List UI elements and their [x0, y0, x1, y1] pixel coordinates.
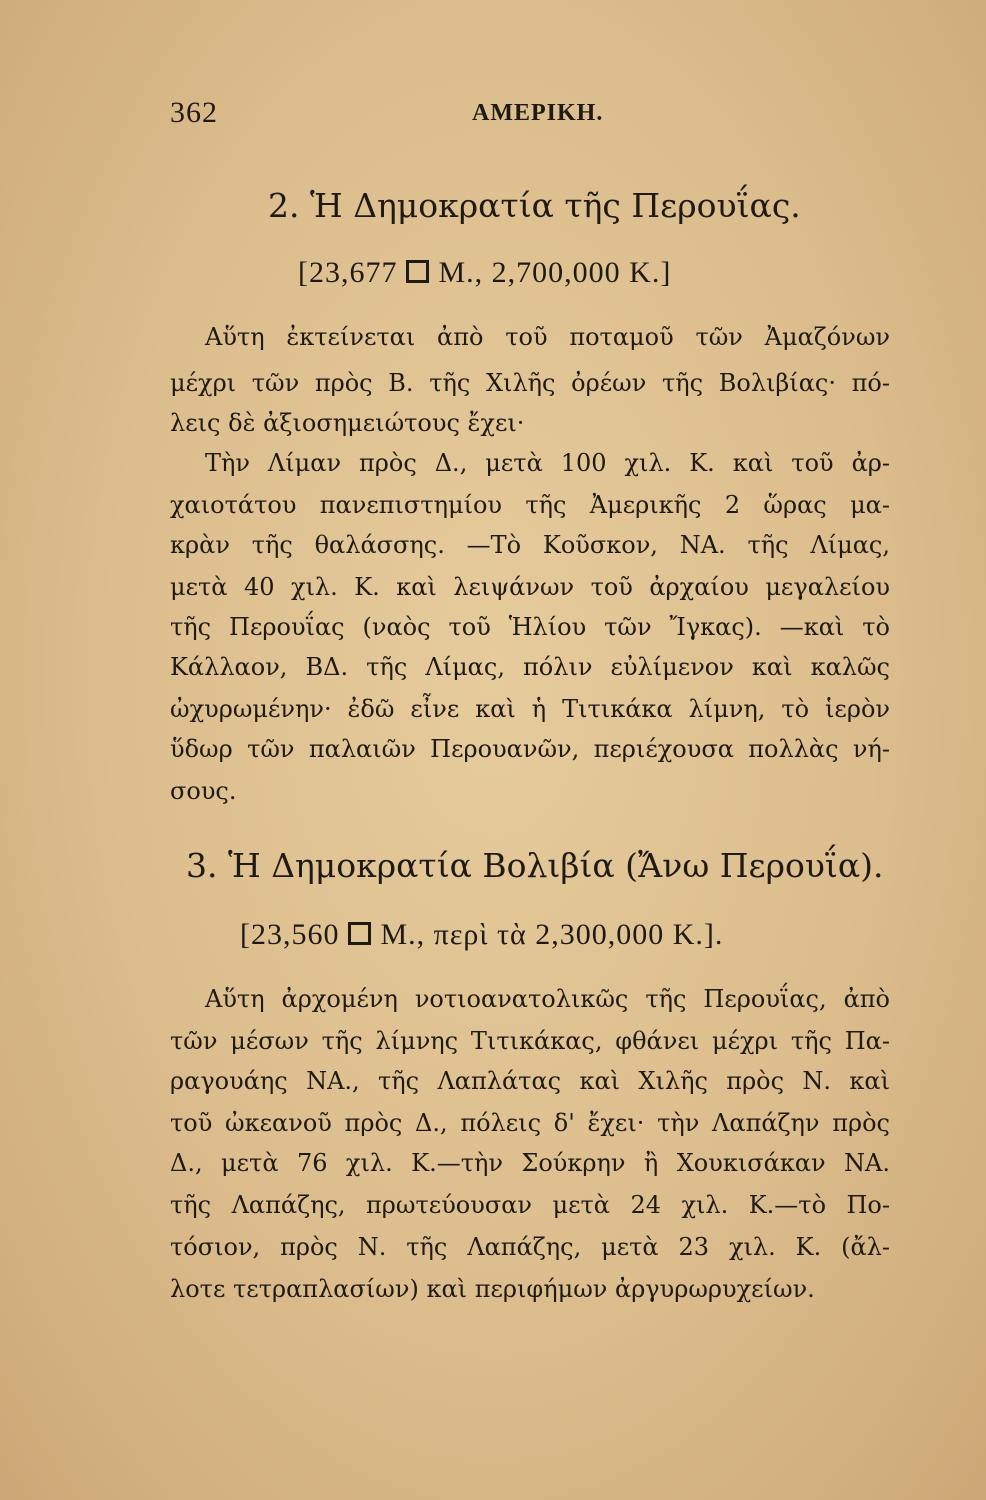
- paragraph-line: Δ., μετὰ 76 χιλ. Κ.—τὴν Σούκρην ἢ Χουκισάκαν ΝΑ.: [170, 1149, 890, 1177]
- paragraph-line: μετὰ 40 χιλ. Κ. καὶ λειψάνων τοῦ ἀρχαίου μεγαλείου: [170, 573, 890, 601]
- paragraph-line: Αὕτη ἀρχομένη νοτιοανατολικῶς τῆς Περουΐας, ἀπὸ: [205, 985, 890, 1013]
- paragraph-line: τῆς Λαπάζης, πρωτεύουσαν μετὰ 24 χιλ. Κ.—τὸ Πο-: [170, 1191, 890, 1219]
- paragraph-line: ραγουάης ΝΑ., τῆς Λαπλάτας καὶ Χιλῆς πρὸς Ν. καὶ: [170, 1067, 890, 1095]
- paragraph-line: χαιοτάτου πανεπιστημίου τῆς Ἀμερικῆς 2 ὥρας μα-: [170, 491, 890, 519]
- page-number: 362: [170, 96, 218, 129]
- paragraph-line: Τὴν Λίμαν πρὸς Δ., μετὰ 100 χιλ. Κ. καὶ τοῦ ἀρ-: [205, 449, 890, 477]
- stats-area: [23,677: [298, 256, 398, 289]
- paragraph-line: ὠχυρωμένην· ἐδῶ εἶνε καὶ ἡ Τιτικάκα λίμνη, τὸ ἱερὸν: [170, 695, 890, 723]
- paragraph-line: λεις δὲ ἀξιοσημειώτους ἔχει·: [170, 409, 525, 437]
- paragraph-line: μέχρι τῶν πρὸς Β. τῆς Χιλῆς ὀρέων τῆς Βολιβίας· πό-: [170, 369, 890, 397]
- paragraph-line: σους.: [170, 777, 237, 805]
- square-miles-icon: [348, 922, 371, 945]
- paragraph-line: τῆς Περουΐας (ναὸς τοῦ Ἡλίου τῶν Ἴγκας). —καὶ τὸ: [170, 613, 890, 641]
- stats-population: Μ., 2,700,000 Κ.]: [438, 256, 672, 289]
- running-title: ΑΜΕΡΙΚΗ.: [472, 100, 604, 126]
- page-header: [170, 96, 890, 136]
- paragraph-line: ὕδωρ τῶν παλαιῶν Περουανῶν, περιέχουσα πολλὰς νή-: [170, 735, 890, 763]
- section-stats-bolivia: [240, 918, 723, 952]
- paragraph-line: Αὕτη ἐκτείνεται ἀπὸ τοῦ ποταμοῦ τῶν Ἀμαζόνων: [205, 323, 890, 351]
- section-title-bolivia: 3. Ἡ Δημοκρατία Βολιβία (Ἄνω Περουΐα).: [186, 846, 884, 885]
- section-title-peru: 2. Ἡ Δημοκρατία τῆς Περουΐας.: [268, 186, 801, 225]
- stats-population: Μ., περὶ τὰ 2,300,000 Κ.].: [380, 918, 724, 951]
- stats-area: [23,560: [240, 918, 340, 951]
- paragraph-line: κρὰν τῆς θαλάσσης. —Τὸ Κοῦσκον, ΝΑ. τῆς Λίμας,: [170, 531, 890, 559]
- paragraph-line: τῶν μέσων τῆς λίμνης Τιτικάκας, φθάνει μέχρι τῆς Πα-: [170, 1027, 890, 1055]
- paragraph-line: Κάλλαον, ΒΔ. τῆς Λίμας, πόλιν εὐλίμενον καὶ καλῶς: [170, 653, 890, 681]
- paragraph-line: τόσιον, πρὸς Ν. τῆς Λαπάζης, μετὰ 23 χιλ. Κ. (ἄλ-: [170, 1233, 890, 1261]
- section-stats-peru: [298, 256, 671, 290]
- paragraph-line: τοῦ ὠκεανοῦ πρὸς Δ., πόλεις δ' ἔχει· τὴν Λαπάζην πρὸς: [170, 1109, 890, 1137]
- square-miles-icon: [406, 260, 429, 283]
- paragraph-line: λοτε τετραπλασίων) καὶ περιφήμων ἀργυρωρυχείων.: [170, 1275, 815, 1303]
